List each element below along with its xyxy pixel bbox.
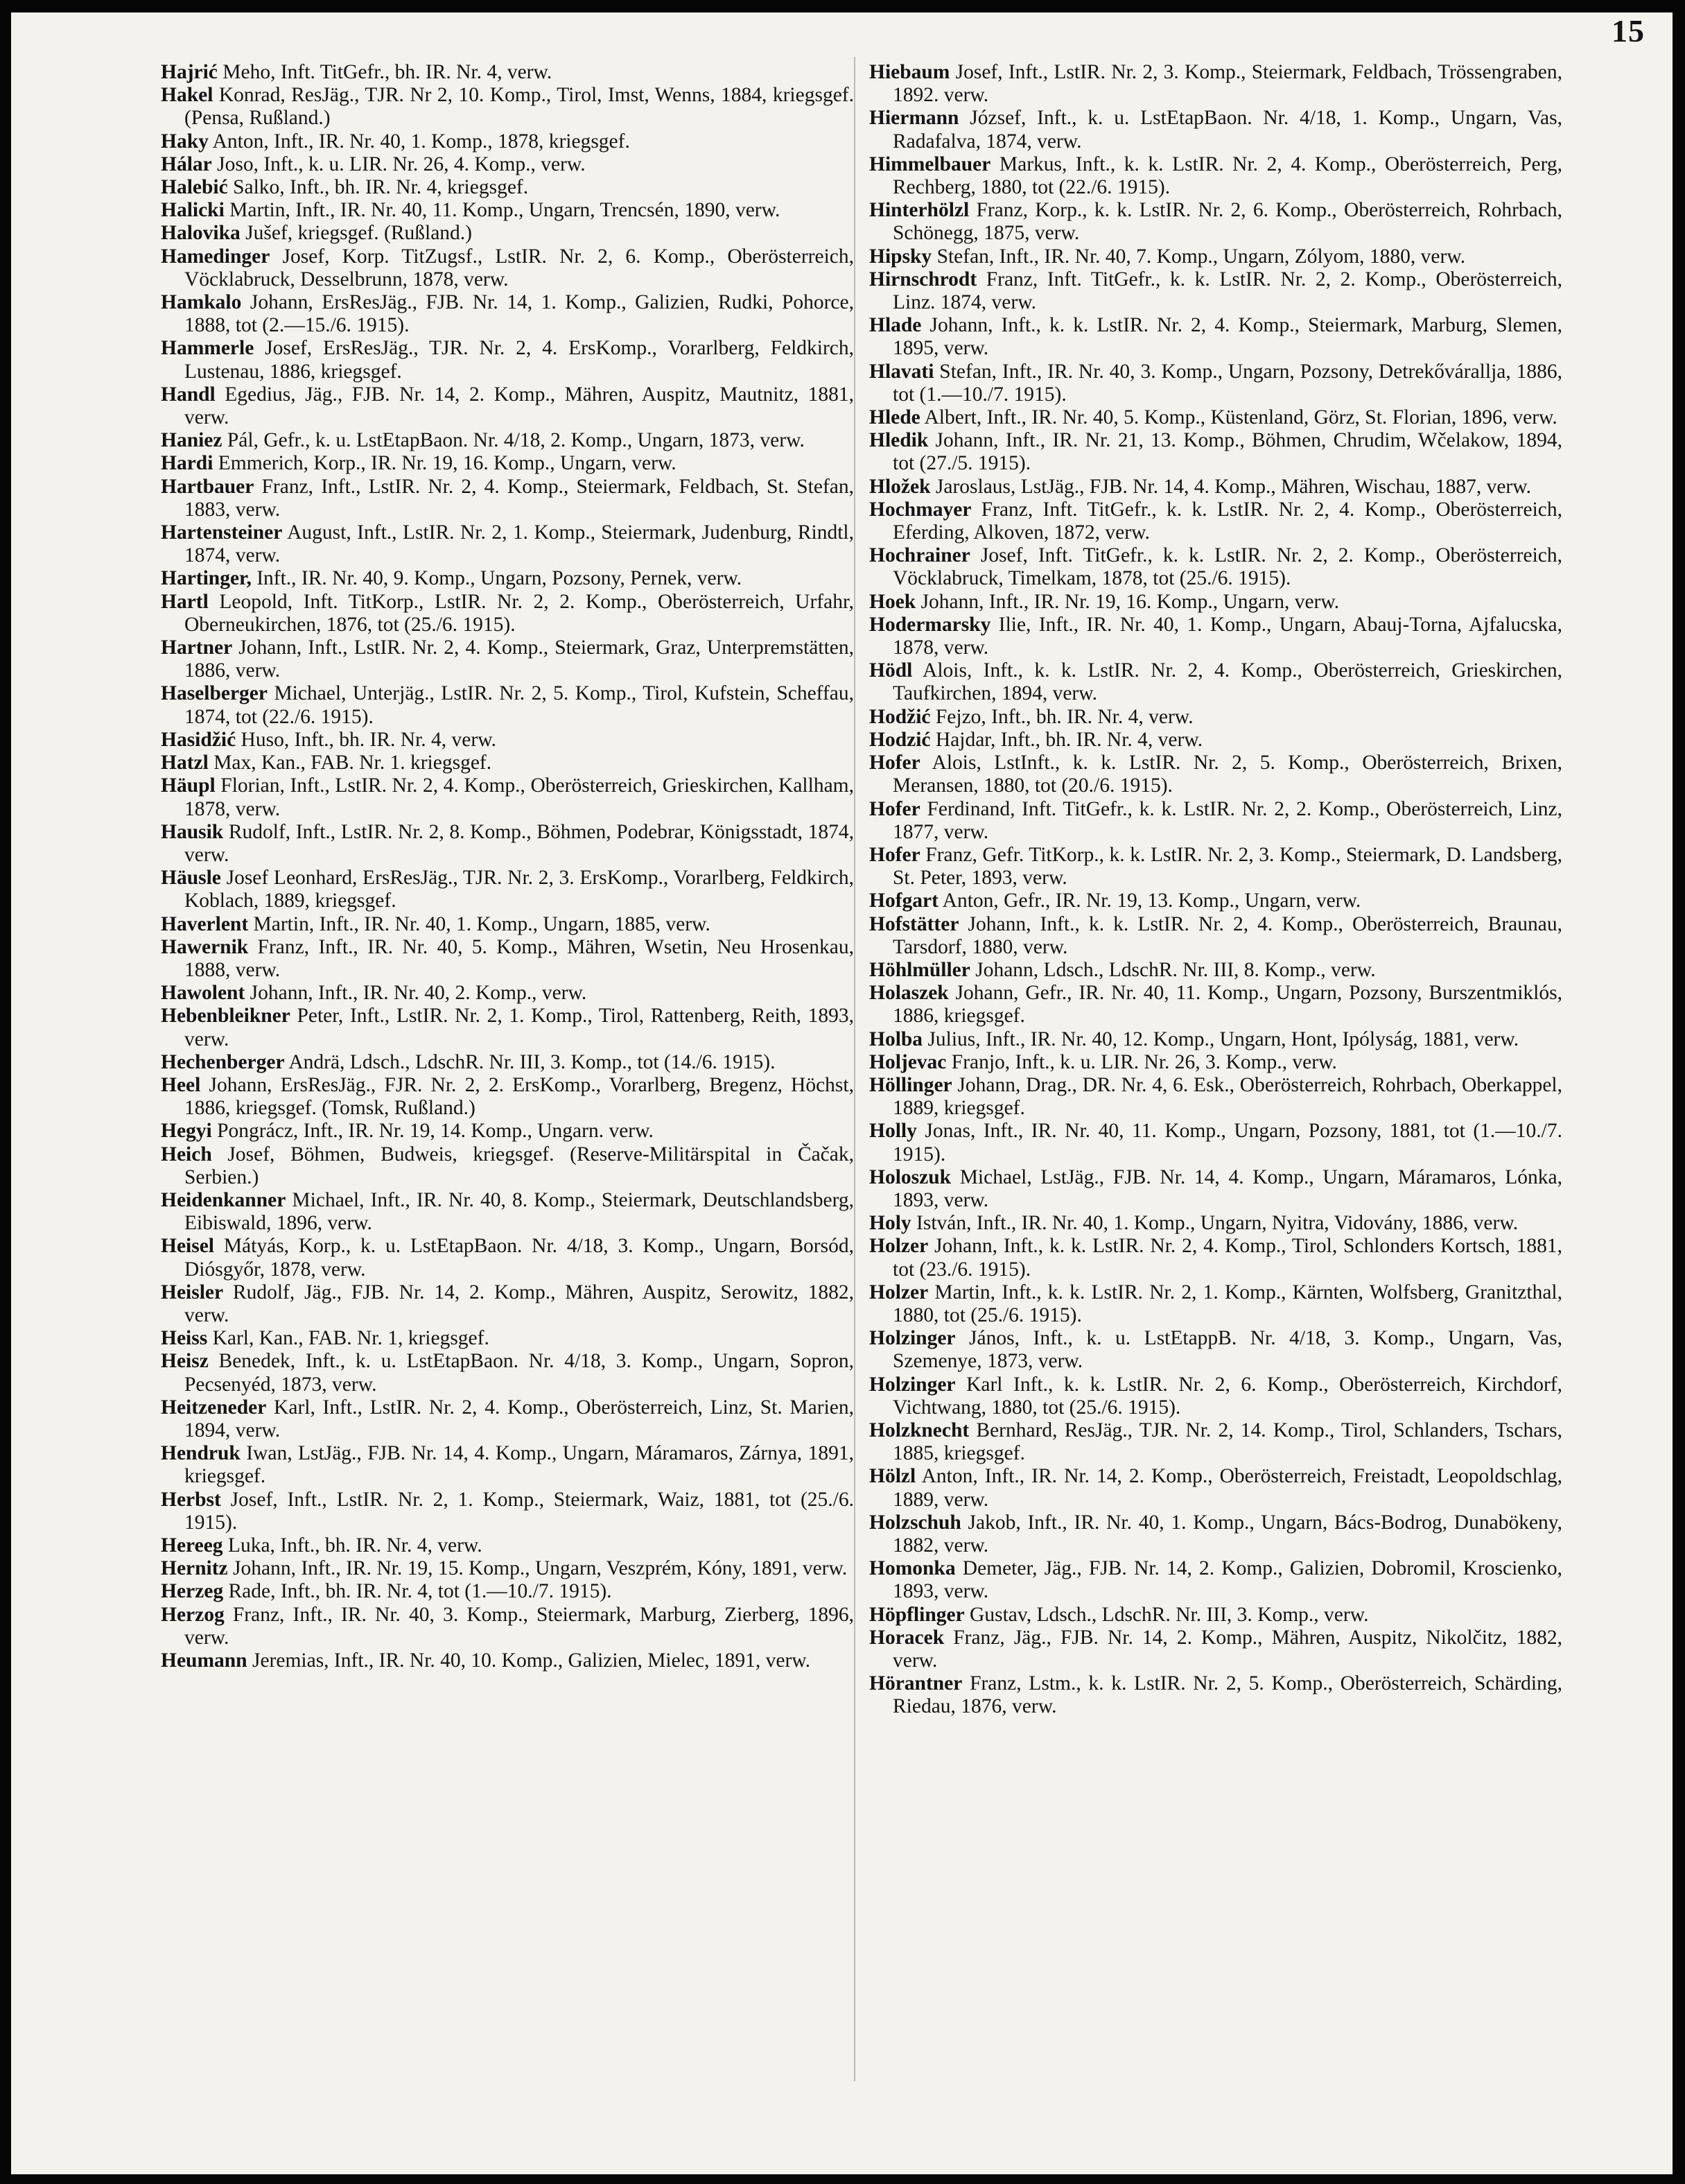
entry-details: Johann, Ldsch., LdschR. Nr. III, 8. Komp., verw. (970, 958, 1376, 981)
entry-surname: Holzinger (869, 1373, 956, 1396)
scan-border-left (0, 0, 11, 2184)
entry-details: Jušef, kriegsgef. (Rußland.) (240, 222, 473, 245)
casualty-entry (869, 1120, 1562, 1165)
entry-details: Luka, Inft., bh. IR. Nr. 4, verw. (222, 1534, 482, 1557)
entry-surname: Hamedinger (161, 245, 270, 268)
entry-surname: Herzeg (161, 1580, 224, 1603)
casualty-entry (161, 245, 854, 291)
entry-details: Franz, Inft., IR. Nr. 40, 5. Komp., Mähren, Wsetin, Neu Hrosenkau, 1888, verw. (184, 935, 854, 981)
entry-details: Emmerich, Korp., IR. Nr. 19, 16. Komp., Ungarn, verw. (213, 452, 676, 475)
casualty-entry (161, 1604, 854, 1649)
entry-details: Mátyás, Korp., k. u. LstEtapBaon. Nr. 4/18, 3. Komp., Ungarn, Borsód, Diósgyőr, 1878, verw. (184, 1235, 854, 1281)
casualty-entry (161, 1489, 854, 1534)
casualty-entry (161, 1396, 854, 1442)
casualty-entry (161, 1281, 854, 1327)
entry-surname: Holzinger (869, 1327, 956, 1350)
entry-surname: Hložek (869, 475, 931, 498)
casualty-entry (161, 1580, 854, 1603)
entry-surname: Hajrić (161, 61, 218, 83)
entry-surname: Handl (161, 383, 216, 406)
casualty-entry (161, 61, 854, 84)
entry-details: Rudolf, Inft., LstIR. Nr. 2, 8. Komp., Böhmen, Podebrar, Königsstadt, 1874, verw. (184, 820, 854, 866)
entry-details: Josef, Inft. TitGefr., k. k. LstIR. Nr. 2, 2. Komp., Oberösterreich, Vöcklabruck, Timelkam, 1878, tot (25./6. 1915). (893, 544, 1562, 590)
entry-surname: Häupl (161, 774, 216, 797)
entry-details: Markus, Inft., k. k. LstIR. Nr. 2, 4. Komp., Oberösterreich, Perg, Rechberg, 1880, tot (22./6. 1915). (893, 153, 1562, 199)
casualty-entry (869, 107, 1562, 153)
casualty-entry (869, 268, 1562, 314)
entry-details: Rade, Inft., bh. IR. Nr. 4, tot (1.—10./7. 1915). (223, 1580, 612, 1603)
entry-details: Fejzo, Inft., bh. IR. Nr. 4, verw. (930, 705, 1194, 728)
entry-details: Florian, Inft., LstIR. Nr. 2, 4. Komp., Oberösterreich, Grieskirchen, Kallham, 1878, verw. (184, 774, 854, 820)
entry-surname: Hakel (161, 84, 213, 107)
casualty-entry (161, 1005, 854, 1050)
casualty-entry (869, 1419, 1562, 1465)
entry-surname: Heitzeneder (161, 1396, 267, 1419)
entry-surname: Hlede (869, 406, 920, 429)
casualty-entry (161, 752, 854, 774)
entry-surname: Hendruk (161, 1442, 241, 1465)
entry-surname: Hodzić (869, 728, 931, 751)
casualty-entry (869, 199, 1562, 245)
entry-details: Anton, Inft., IR. Nr. 40, 1. Komp., 1878, kriegsgef. (208, 130, 630, 153)
casualty-entry (161, 383, 854, 429)
scan-border-bottom (0, 2174, 1685, 2184)
casualty-entry (869, 1281, 1562, 1327)
entry-surname: Hamkalo (161, 291, 242, 314)
casualty-entry (869, 1235, 1562, 1281)
entry-details: Konrad, ResJäg., TJR. Nr 2, 10. Komp., Tirol, Imst, Wenns, 1884, kriegsgef. (Pensa, Rußland.) (184, 84, 854, 130)
entry-surname: Holzer (869, 1235, 929, 1258)
entry-details: Johann, Inft., IR. Nr. 21, 13. Komp., Böhmen, Chrudim, Wčelakow, 1894, tot (27./5. 1915). (893, 429, 1562, 475)
entry-surname: Hölzl (869, 1465, 916, 1488)
entry-details: Johann, ErsResJäg., FJR. Nr. 2, 2. ErsKomp., Vorarlberg, Bregenz, Höchst, 1886, kriegsgef. (Tomsk, Rußland.) (184, 1073, 854, 1120)
entry-surname: Hartbauer (161, 475, 254, 498)
casualty-entry (161, 130, 854, 153)
casualty-entry (869, 429, 1562, 475)
entry-surname: Hipsky (869, 245, 932, 268)
entry-surname: Hiebaum (869, 61, 950, 83)
casualty-entry (869, 844, 1562, 890)
entry-surname: Höhlmüller (869, 958, 970, 981)
entry-details: Salko, Inft., bh. IR. Nr. 4, kriegsgef. (227, 176, 529, 199)
casualty-entry (869, 752, 1562, 797)
casualty-entry (869, 1511, 1562, 1557)
casualty-entry (161, 567, 854, 590)
entry-details: Martin, Inft., k. k. LstIR. Nr. 2, 1. Komp., Kärnten, Wolfsberg, Granitzthal, 1880, tot (25./6. 1915). (893, 1281, 1562, 1326)
casualty-entry (869, 614, 1562, 659)
entry-details: Jeremias, Inft., IR. Nr. 40, 10. Komp., Galizien, Mielec, 1891, verw. (247, 1649, 811, 1672)
entry-surname: Hirnschrodt (869, 268, 977, 291)
entry-surname: Hebenbleikner (161, 1005, 290, 1028)
entry-details: Franz, Korp., k. k. LstIR. Nr. 2, 6. Komp., Oberösterreich, Rohrbach, Schönegg, 1875, verw. (893, 199, 1562, 245)
entry-surname: Hálar (161, 153, 212, 175)
entry-details: Anton, Gefr., IR. Nr. 19, 13. Komp., Ungarn, verw. (938, 890, 1361, 912)
entry-surname: Holaszek (869, 982, 949, 1005)
casualty-entry (869, 659, 1562, 705)
entry-details: Franz, Inft. TitGefr., k. k. LstIR. Nr. 2, 2. Komp., Oberösterreich, Linz. 1874, verw. (893, 268, 1562, 314)
casualty-entry (161, 476, 854, 521)
entry-surname: Holzschuh (869, 1511, 961, 1534)
casualty-entry (869, 1051, 1562, 1074)
entry-surname: Horacek (869, 1626, 945, 1649)
page-number: 15 (1612, 13, 1645, 49)
casualty-entry (161, 1442, 854, 1488)
casualty-entry (869, 1327, 1562, 1373)
entry-surname: Hinterhölzl (869, 199, 970, 222)
casualty-entry (161, 1557, 854, 1580)
entry-surname: Hofstätter (869, 912, 959, 935)
casualty-entry (869, 499, 1562, 544)
entry-surname: Hausik (161, 820, 224, 843)
entry-details: Michael, Unterjäg., LstIR. Nr. 2, 5. Komp., Tirol, Kufstein, Scheffau, 1874, tot (22./6. 1915). (184, 682, 854, 728)
casualty-entry (161, 222, 854, 245)
entry-details: Egedius, Jäg., FJB. Nr. 14, 2. Komp., Mähren, Auspitz, Mautnitz, 1881, verw. (184, 383, 854, 429)
casualty-entry (161, 84, 854, 130)
entry-surname: Hammerle (161, 337, 254, 360)
casualty-entry (161, 1327, 854, 1350)
entry-details: Jaroslaus, LstJäg., FJB. Nr. 14, 4. Komp., Mähren, Wischau, 1887, verw. (930, 475, 1532, 498)
entry-surname: Hledik (869, 429, 929, 452)
entry-details: Johann, Inft., k. k. LstIR. Nr. 2, 4. Komp., Tirol, Schlonders Kortsch, 1881, tot (23./6. 1915). (893, 1235, 1562, 1281)
entry-details: Johann, Inft., k. k. LstIR. Nr. 2, 4. Komp., Oberösterreich, Braunau, Tarsdorf, 1880, verw. (893, 912, 1562, 958)
entry-surname: Halovika (161, 222, 241, 245)
entry-details: Leopold, Inft. TitKorp., LstIR. Nr. 2, 2. Komp., Oberösterreich, Urfahr, Oberneukirchen, 1876, tot (25./6. 1915). (184, 590, 854, 636)
casualty-entry (161, 682, 854, 728)
casualty-entry (869, 1212, 1562, 1235)
entry-details: Karl, Inft., LstIR. Nr. 2, 4. Komp., Oberösterreich, Linz, St. Marien, 1894, verw. (184, 1396, 854, 1441)
entry-surname: Hartner (161, 636, 233, 659)
entry-surname: Höllinger (869, 1073, 952, 1096)
casualty-entry (161, 1051, 854, 1074)
entry-details: Johann, Inft., IR. Nr. 40, 2. Komp., verw. (245, 982, 587, 1005)
entry-surname: Hodžić (869, 705, 931, 728)
entry-details: József, Inft., k. u. LstEtapBaon. Nr. 4/18, 1. Komp., Ungarn, Vas, Radafalva, 1874, verw. (893, 107, 1562, 153)
casualty-entry (161, 176, 854, 199)
casualty-entry (161, 291, 854, 337)
entry-surname: Holoszuk (869, 1165, 952, 1188)
entry-surname: Häusle (161, 867, 221, 890)
casualty-entry (869, 959, 1562, 982)
entry-details: Franz, Inft. TitGefr., k. k. LstIR. Nr. 2, 4. Komp., Oberösterreich, Eferding, Alkoven, 1872, verw. (893, 498, 1562, 544)
entry-details: Franz, Lstm., k. k. LstIR. Nr. 2, 5. Komp., Oberösterreich, Schärding, Riedau, 1876, verw. (893, 1672, 1562, 1718)
column-divider (854, 57, 855, 2081)
entry-surname: Hasidžić (161, 728, 236, 751)
casualty-entry (161, 936, 854, 982)
entry-details: Johann, Drag., DR. Nr. 4, 6. Esk., Oberösterreich, Rohrbach, Oberkappel, 1889, kriegsgef. (893, 1073, 1562, 1120)
entry-surname: Hardi (161, 452, 213, 475)
entry-surname: Hartinger, (161, 567, 252, 590)
entry-surname: Holjevac (869, 1050, 947, 1073)
casualty-entry (161, 1189, 854, 1235)
casualty-entry (869, 913, 1562, 959)
entry-details: Iwan, LstJäg., FJB. Nr. 14, 4. Komp., Ungarn, Máramaros, Zárnya, 1891, kriegsgef. (184, 1442, 854, 1488)
entry-details: Ilie, Inft., IR. Nr. 40, 1. Komp., Ungarn, Abauj-Torna, Ajfalucska, 1878, verw. (893, 613, 1562, 659)
entry-details: Franz, Gefr. TitKorp., k. k. LstIR. Nr. 2, 3. Komp., Steiermark, D. Landsberg, St. Peter, 1893, verw. (893, 843, 1562, 890)
casualty-entry (869, 890, 1562, 912)
casualty-entry (869, 61, 1562, 107)
entry-details: Meho, Inft. TitGefr., bh. IR. Nr. 4, verw. (217, 61, 552, 83)
entry-details: Josef, Korp. TitZugsf., LstIR. Nr. 2, 6. Komp., Oberösterreich, Vöcklabruck, Desselbrunn, 1878, verw. (184, 245, 854, 291)
entry-surname: Herzog (161, 1603, 225, 1626)
entry-details: Alois, LstInft., k. k. LstIR. Nr. 2, 5. Komp., Oberösterreich, Brixen, Meransen, 1880, tot (20./6. 1915). (893, 752, 1562, 797)
casualty-entry (869, 245, 1562, 268)
casualty-entry (869, 982, 1562, 1028)
entry-details: Huso, Inft., bh. IR. Nr. 4, verw. (236, 728, 496, 751)
entry-details: Franz, Inft., IR. Nr. 40, 3. Komp., Steiermark, Marburg, Zierberg, 1896, verw. (184, 1603, 854, 1649)
entry-details: Karl, Kan., FAB. Nr. 1, kriegsgef. (207, 1327, 489, 1350)
entry-details: Josef, Inft., LstIR. Nr. 2, 3. Komp., Steiermark, Feldbach, Trössengraben, 1892. verw. (893, 61, 1562, 107)
entry-details: Karl Inft., k. k. LstIR. Nr. 2, 6. Komp., Oberösterreich, Kirchdorf, Vichtwang, 1880, tot (25./6. 1915). (893, 1373, 1562, 1419)
entry-details: Franz, Inft., LstIR. Nr. 2, 4. Komp., Steiermark, Feldbach, St. Stefan, 1883, verw. (184, 475, 854, 521)
entry-details: August, Inft., LstIR. Nr. 2, 1. Komp., Steiermark, Judenburg, Rindtl, 1874, verw. (184, 521, 854, 567)
entry-details: Rudolf, Jäg., FJB. Nr. 14, 2. Komp., Mähren, Auspitz, Serowitz, 1882, verw. (184, 1281, 854, 1326)
entry-details: Martin, Inft., IR. Nr. 40, 1. Komp., Ungarn, 1885, verw. (248, 912, 710, 935)
entry-surname: Holba (869, 1028, 923, 1050)
casualty-entry (161, 1120, 854, 1143)
entry-surname: Hartensteiner (161, 521, 283, 544)
entry-details: Martin, Inft., IR. Nr. 40, 11. Komp., Ungarn, Trencsén, 1890, verw. (224, 199, 780, 222)
casualty-entry (161, 729, 854, 752)
entry-details: Michael, Inft., IR. Nr. 40, 8. Komp., Steiermark, Deutschlandsberg, Eibiswald, 1896, verw. (184, 1188, 854, 1235)
entry-details: Josef, Böhmen, Budweis, kriegsgef. (Reserve-Militärspital in Čačak, Serbien.) (184, 1143, 854, 1188)
entry-surname: Heumann (161, 1649, 247, 1672)
entry-details: Ferdinand, Inft. TitGefr., k. k. LstIR. Nr. 2, 2. Komp., Oberösterreich, Linz, 1877, verw. (893, 797, 1562, 843)
entry-surname: Hawolent (161, 982, 245, 1005)
entry-details: Jonas, Inft., IR. Nr. 40, 11. Komp., Ungarn, Pozsony, 1881, tot (1.—10./7. 1915). (893, 1120, 1562, 1165)
entry-surname: Hernitz (161, 1557, 228, 1580)
entry-surname: Holy (869, 1212, 911, 1235)
entry-surname: Hoek (869, 590, 916, 613)
entry-surname: Heidenkanner (161, 1188, 286, 1211)
entry-details: Michael, LstJäg., FJB. Nr. 14, 4. Komp., Ungarn, Máramaros, Lónka, 1893, verw. (893, 1165, 1562, 1211)
casualty-entry (161, 1350, 854, 1396)
entry-details: Josef, ErsResJäg., TJR. Nr. 2, 4. ErsKomp., Vorarlberg, Feldkirch, Lustenau, 1886, kriegsgef. (184, 337, 854, 383)
casualty-entry (161, 1649, 854, 1672)
entry-details: Peter, Inft., LstIR. Nr. 2, 1. Komp., Tirol, Rattenberg, Reith, 1893, verw. (184, 1005, 854, 1050)
casualty-entry (869, 406, 1562, 429)
entry-surname: Herbst (161, 1488, 221, 1511)
casualty-entry (869, 314, 1562, 360)
entry-details: Demeter, Jäg., FJB. Nr. 14, 2. Komp., Galizien, Dobromil, Kroscienko, 1893, verw. (893, 1557, 1562, 1603)
entry-surname: Hödl (869, 659, 913, 682)
casualty-entry (161, 591, 854, 636)
entry-details: Stefan, Inft., IR. Nr. 40, 7. Komp., Ungarn, Zólyom, 1880, verw. (932, 245, 1466, 268)
casualty-entry (161, 1074, 854, 1120)
entry-surname: Hlade (869, 314, 922, 337)
entry-details: Johann, ErsResJäg., FJB. Nr. 14, 1. Komp., Galizien, Rudki, Pohorce, 1888, tot (2.—15./6. 1915). (184, 291, 854, 337)
entry-surname: Halebić (161, 176, 228, 199)
entry-details: Julius, Inft., IR. Nr. 40, 12. Komp., Ungarn, Hont, Ipólyság, 1881, verw. (923, 1028, 1519, 1050)
casualty-entry (869, 798, 1562, 844)
casualty-entry (161, 153, 854, 176)
casualty-entry (869, 1672, 1562, 1718)
entry-details: Joso, Inft., k. u. LIR. Nr. 26, 4. Komp., verw. (211, 153, 586, 175)
entry-details: Franjo, Inft., k. u. LIR. Nr. 26, 3. Komp., verw. (946, 1050, 1337, 1073)
entry-surname: Hochmayer (869, 498, 972, 521)
entry-surname: Hartl (161, 590, 209, 613)
casualty-entry (869, 1604, 1562, 1627)
entry-surname: Höpflinger (869, 1603, 965, 1626)
casualty-entry (869, 729, 1562, 752)
entry-details: Andrä, Ldsch., LdschR. Nr. III, 3. Komp., tot (14./6. 1915). (284, 1050, 776, 1073)
casualty-entry (869, 476, 1562, 499)
scan-border-right (1673, 0, 1685, 2184)
entry-surname: Holzer (869, 1281, 929, 1303)
entry-surname: Hofer (869, 843, 920, 866)
casualty-entry (161, 636, 854, 682)
casualty-entry (161, 1143, 854, 1189)
entry-surname: Holly (869, 1120, 917, 1143)
entry-details: Johann, Inft., LstIR. Nr. 2, 4. Komp., Steiermark, Graz, Unterpremstätten, 1886, verw. (184, 636, 854, 682)
casualty-entry (161, 1534, 854, 1557)
casualty-entry (161, 452, 854, 475)
entry-surname: Hlavati (869, 360, 934, 383)
entry-details: Johann, Inft., IR. Nr. 19, 15. Komp., Ungarn, Veszprém, Kóny, 1891, verw. (227, 1557, 848, 1580)
entry-surname: Heel (161, 1073, 201, 1096)
entry-surname: Hawernik (161, 935, 249, 958)
left-column (161, 61, 854, 1672)
casualty-entry (161, 821, 854, 867)
casualty-entry (161, 429, 854, 452)
entry-surname: Hereeg (161, 1534, 223, 1557)
entry-details: Inft., IR. Nr. 40, 9. Komp., Ungarn, Pozsony, Pernek, verw. (251, 567, 742, 590)
casualty-entry (869, 1074, 1562, 1120)
entry-surname: Hechenberger (161, 1050, 285, 1073)
entry-surname: Hochrainer (869, 544, 970, 567)
entry-details: Jakob, Inft., IR. Nr. 40, 1. Komp., Ungarn, Bács-Bodrog, Dunabökeny, 1882, verw. (893, 1511, 1562, 1557)
entry-surname: Hörantner (869, 1672, 963, 1695)
entry-surname: Haky (161, 130, 209, 153)
entry-details: Hajdar, Inft., bh. IR. Nr. 4, verw. (930, 728, 1203, 751)
entry-details: Johann, Gefr., IR. Nr. 40, 11. Komp., Ungarn, Pozsony, Burszentmiklós, 1886, kriegsgef. (893, 982, 1562, 1028)
entry-details: Anton, Inft., IR. Nr. 14, 2. Komp., Oberösterreich, Freistadt, Leopoldschlag, 1889, verw. (893, 1465, 1562, 1511)
entry-surname: Haselberger (161, 682, 268, 705)
entry-surname: Heisler (161, 1281, 224, 1303)
entry-details: Johann, Inft., k. k. LstIR. Nr. 2, 4. Komp., Steiermark, Marburg, Slemen, 1895, verw. (893, 314, 1562, 360)
casualty-entry (161, 774, 854, 820)
entry-details: Johann, Inft., IR. Nr. 19, 16. Komp., Ungarn, verw. (916, 590, 1340, 613)
entry-details: Pongrácz, Inft., IR. Nr. 19, 14. Komp., Ungarn. verw. (211, 1120, 654, 1143)
entry-surname: Homonka (869, 1557, 956, 1580)
entry-details: Bernhard, ResJäg., TJR. Nr. 2, 14. Komp., Tirol, Schlanders, Tschars, 1885, kriegsgef. (893, 1419, 1562, 1465)
entry-details: Albert, Inft., IR. Nr. 40, 5. Komp., Küstenland, Görz, St. Florian, 1896, verw. (920, 406, 1557, 429)
entry-details: Franz, Jäg., FJB. Nr. 14, 2. Komp., Mähren, Auspitz, Nikolčitz, 1882, verw. (893, 1626, 1562, 1672)
casualty-entry (869, 1557, 1562, 1603)
casualty-entry (161, 982, 854, 1005)
entry-details: János, Inft., k. u. LstEtappB. Nr. 4/18, 3. Komp., Ungarn, Vas, Szemenye, 1873, verw. (893, 1327, 1562, 1373)
entry-surname: Haverlent (161, 912, 249, 935)
entry-details: Gustav, Ldsch., LdschR. Nr. III, 3. Komp., verw. (964, 1603, 1369, 1626)
casualty-entry (869, 544, 1562, 590)
casualty-entry (161, 913, 854, 936)
entry-surname: Haniez (161, 429, 222, 452)
entry-surname: Himmelbauer (869, 153, 991, 175)
entry-surname: Hatzl (161, 752, 209, 774)
entry-surname: Holzknecht (869, 1419, 970, 1441)
entry-details: Josef, Inft., LstIR. Nr. 2, 1. Komp., Steiermark, Waiz, 1881, tot (25./6. 1915). (184, 1488, 854, 1534)
casualty-entry (869, 1166, 1562, 1212)
casualty-entry (869, 153, 1562, 199)
entry-details: Max, Kan., FAB. Nr. 1. kriegsgef. (208, 752, 492, 774)
entry-details: Alois, Inft., k. k. LstIR. Nr. 2, 4. Komp., Oberösterreich, Grieskirchen, Taufkirchen, 1894, verw. (893, 659, 1562, 705)
entry-surname: Halicki (161, 199, 225, 222)
casualty-entry (161, 521, 854, 567)
casualty-entry (869, 1028, 1562, 1051)
entry-surname: Heiss (161, 1327, 208, 1350)
entry-surname: Heich (161, 1143, 212, 1165)
casualty-entry (869, 1465, 1562, 1511)
entry-details: István, Inft., IR. Nr. 40, 1. Komp., Ungarn, Nyitra, Vidovány, 1886, verw. (911, 1212, 1519, 1235)
entry-surname: Hodermarsky (869, 613, 991, 636)
scan-border-top (0, 0, 1685, 12)
entry-surname: Heisel (161, 1235, 215, 1258)
entry-surname: Hofer (869, 752, 920, 774)
casualty-entry (869, 591, 1562, 614)
casualty-entry (161, 867, 854, 912)
entry-details: Benedek, Inft., k. u. LstEtapBaon. Nr. 4/18, 3. Komp., Ungarn, Sopron, Pecsenyéd, 1873, verw. (184, 1350, 854, 1396)
entry-surname: Hofgart (869, 890, 938, 912)
entry-surname: Hegyi (161, 1120, 212, 1143)
casualty-entry (161, 199, 854, 222)
casualty-entry (869, 1373, 1562, 1419)
casualty-entry (869, 361, 1562, 406)
entry-surname: Heisz (161, 1350, 209, 1373)
entry-details: Stefan, Inft., IR. Nr. 40, 3. Komp., Ungarn, Pozsony, Detrekővárallja, 1886, tot (1.—10./7. 1915). (893, 360, 1562, 406)
casualty-entry (869, 706, 1562, 729)
right-column (869, 61, 1562, 1719)
entry-details: Pál, Gefr., k. u. LstEtapBaon. Nr. 4/18, 2. Komp., Ungarn, 1873, verw. (222, 429, 805, 452)
casualty-entry (161, 1235, 854, 1281)
casualty-entry (869, 1627, 1562, 1672)
entry-surname: Hofer (869, 797, 920, 820)
entry-surname: Hiermann (869, 107, 959, 130)
casualty-entry (161, 337, 854, 383)
entry-details: Josef Leonhard, ErsResJäg., TJR. Nr. 2, 3. ErsKomp., Vorarlberg, Feldkirch, Koblach, 1889, kriegsgef. (184, 867, 854, 912)
